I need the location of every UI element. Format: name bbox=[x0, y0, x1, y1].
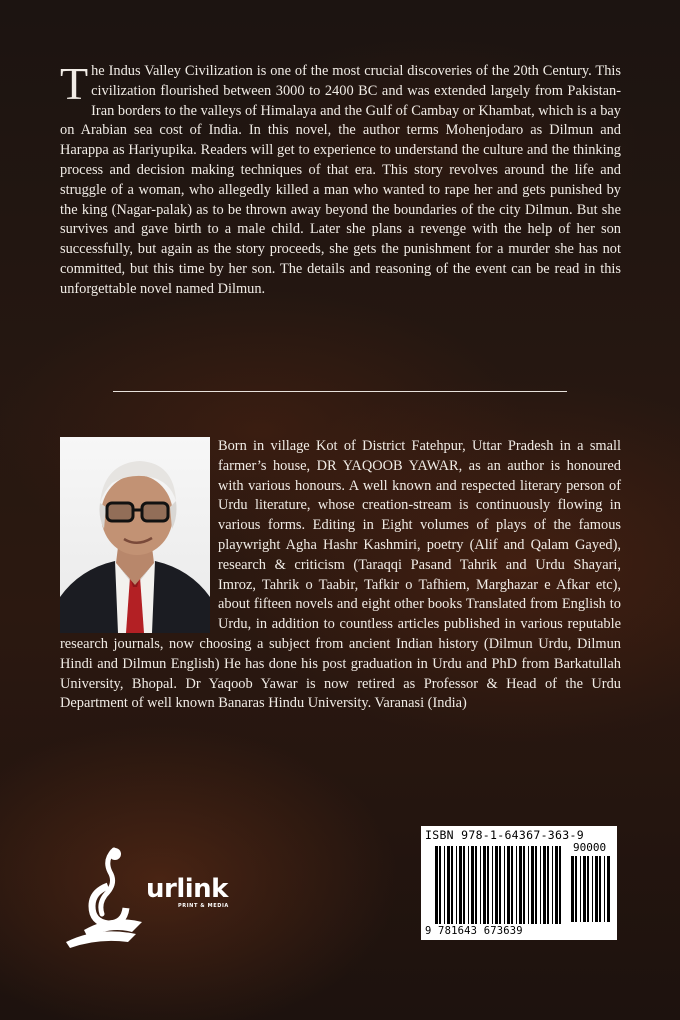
ean-digits: 9 781643 673639 bbox=[425, 925, 523, 937]
author-bio bbox=[60, 437, 621, 714]
isbn-label: ISBN 978-1-64367-363-9 bbox=[425, 828, 584, 842]
author-bio-text: Born in village Kot of District Fatehpur, Uttar Pradesh in a small farmer’s house, DR YAQOOB YAWAR, as an author is honoured with various honours. A well known and respected literary person of Urdu literature, whose creation-stream is continuously flowing in various forms. Editing in Eight volumes of plays of the famous playwright Agha Hashr Kashmiri, poetry (Alif and Qalam Gayed), research & criticism (Taraqqi Pasand Tahrik and Urdu Shayari, Imroz, Tahrik o Taabir, Tafkir o Tafhiem, Marghazar e Afkar etc), about fifteen novels and eight other books Translated from English to Urdu, in addition to countless articles published in various reputable research journals, now choosing a subject from ancient Indian history (Dilmun Urdu, Dilmun Hindi and Dilmun English) He has done his post graduation in Urdu and PhD from Barkatullah University, Bhopal. Dr Yaqoob Yawar is now retired as Professor & Head of the Urdu Department of well known Banaras Hindu University. Varanasi (India) bbox=[60, 438, 621, 712]
publisher-logo bbox=[62, 842, 242, 950]
synopsis-text: he Indus Valley Civilization is one of the most crucial discoveries of the 20th Century. This civilization flourished between 3000 to 2400 BC and was extended largely from Pakistan-Iran borders to the valleys of Himalaya and the Gulf of Cambay or Khambat, which is a bay on Arabian sea cost of India. In this novel, the author terms Mohenjodaro as Dilmun and Harappa as Hariyupika. Readers will get to experience to understand the culture and the thinking process and decision making techniques of that era. This story revolves around the life and struggle of a woman, who allegedly killed a man who wanted to rape her and gets punished by the king (Nagar-palak) as to be thrown away beyond the boundaries of the city Dilmun. But she survives and gave birth to a male child. Later she plans a revenge with the help of her son successfully, but again as the story proceeds, she gets the punishment for a murder she has not committed, but this time by her son. The details and reasoning of the event can be read in this unforgettable novel named Dilmun. bbox=[60, 63, 622, 297]
synopsis-paragraph bbox=[60, 58, 622, 300]
barcode-bars bbox=[425, 844, 613, 924]
publisher-logo-subtext: PRINT & MEDIA bbox=[178, 903, 229, 909]
price-code: 90000 bbox=[573, 841, 607, 854]
isbn-barcode bbox=[421, 826, 617, 940]
publisher-logo-text: urlink bbox=[146, 874, 228, 904]
section-divider bbox=[113, 391, 567, 392]
drop-cap: T bbox=[60, 58, 89, 109]
